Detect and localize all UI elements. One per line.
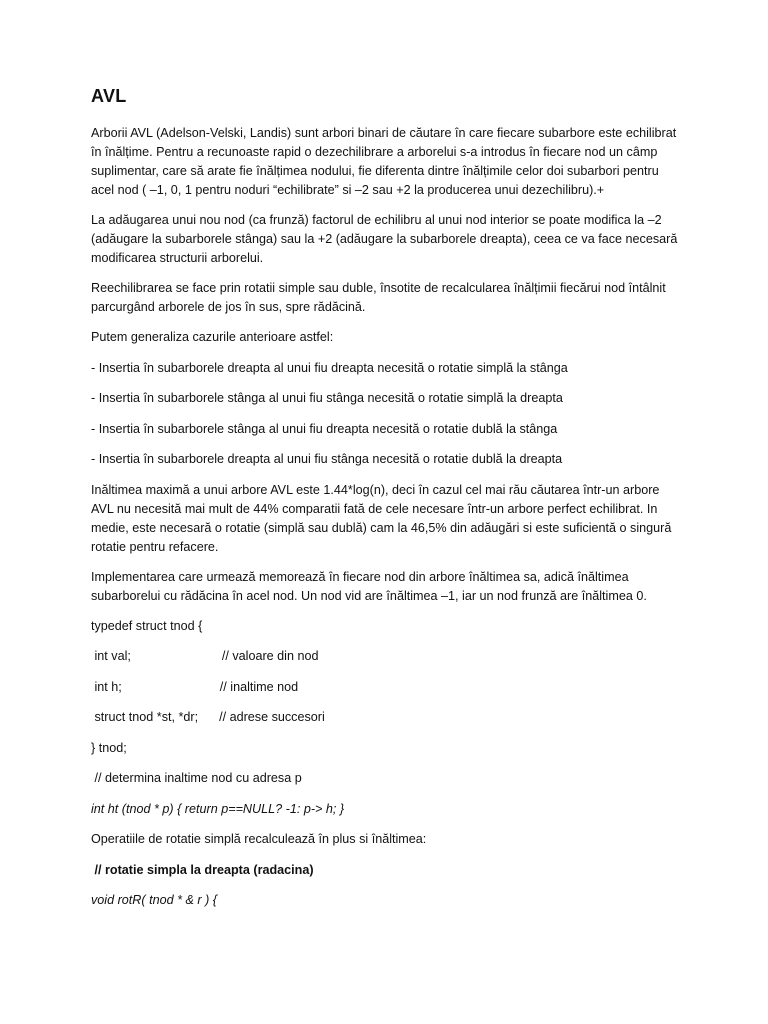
document-title: AVL (91, 86, 127, 106)
code-struct-end: } tnod; (91, 740, 127, 755)
paragraph-generalize: Putem generaliza cazurile anterioare astfel: (91, 330, 334, 344)
code-field-h: int h; // inaltime nod (91, 679, 299, 694)
code-field-val: int val; // valoare din nod (91, 649, 319, 663)
code-comment-height: // determina inaltime nod cu adresa p (91, 771, 302, 785)
paragraph-rebalancing: Reechilibrarea se face prin rotatii simple sau duble, însotite de recalcularea înălțimii fiecărui nod întâlnit parcurgând arborele de jos în sus, spre rădăcină. (91, 281, 666, 314)
paragraph-avl-definition: Arborii AVL (Adelson-Velski, Landis) sunt arbori binari de căutare în care fiecare subarbore este echilibrat în înălțime. Pentru a recunoaste rapid o dezechilibrare a arborelui s-a introdus în fiecare nod un câmp suplimentar, care să arate fie înălțimea nodului, fie diferenta dintre înălțimile celor doi subarbori pentru acel nod ( –1, 0, 1 pentru noduri “echilibrate” si –2 sau +2 la producerea unui dezechilibru).+ (91, 126, 677, 197)
bullet-rotation-1: - Insertia în subarborele dreapta al unui fiu dreapta necesită o rotatie simplă la stânga (91, 360, 568, 375)
paragraph-implementation: Implementarea care urmează memorează în fiecare nod din arbore înăltimea sa, adică înăltimea subarborelui cu rădăcina în acel nod. Un nod vid are înăltimea –1, iar un nod frunză are înăltimea 0. (91, 569, 647, 603)
code-typedef: typedef struct tnod { (91, 618, 203, 633)
code-ht-function: int ht (tnod * p) { return p==NULL? -1: p-> h; } (91, 801, 345, 816)
bullet-rotation-3: - Insertia în subarborele stânga al unui fiu dreapta necesită o rotatie dublă la stânga (91, 421, 558, 436)
document-body (91, 124, 681, 922)
code-field-children: struct tnod *st, *dr; // adrese succesori (91, 710, 325, 724)
bullet-rotation-2: - Insertia în subarborele stânga al unui fiu stânga necesită o rotatie simplă la dreapta (91, 391, 563, 405)
bullet-rotation-4: - Insertia în subarborele dreapta al unui fiu stânga necesită o rotatie dublă la dreapta (91, 452, 563, 466)
paragraph-balance-factor: La adăugarea unui nou nod (ca frunză) factorul de echilibru al unui nod interior se poate modifica la –2 (adăugare la subarborele stânga) sau la +2 (adăugare la subarborele dreapta), ceea ce va face necesară modificarea structurii arborelui. (91, 213, 678, 265)
code-comment-rotr: // rotatie simpla la dreapta (radacina) (91, 862, 314, 877)
code-rotr-signature: void rotR( tnod * & r ) { (91, 893, 217, 907)
paragraph-rotation-ops: Operatiile de rotatie simplă recalculează în plus si înăltimea: (91, 832, 427, 846)
paragraph-max-height: Inăltimea maximă a unui arbore AVL este 1.44*log(n), deci în cazul cel mai rău căutarea într-un arbore AVL nu necesită mai mult de 44% comparatii fată de cele necesare într-un arbore perfect echilibrat. In medie, este necesară o rotatie (simplă sau dublă) cam la 46,5% din adăugări si este suficientă o singură rotatie pentru refacere. (91, 482, 672, 554)
